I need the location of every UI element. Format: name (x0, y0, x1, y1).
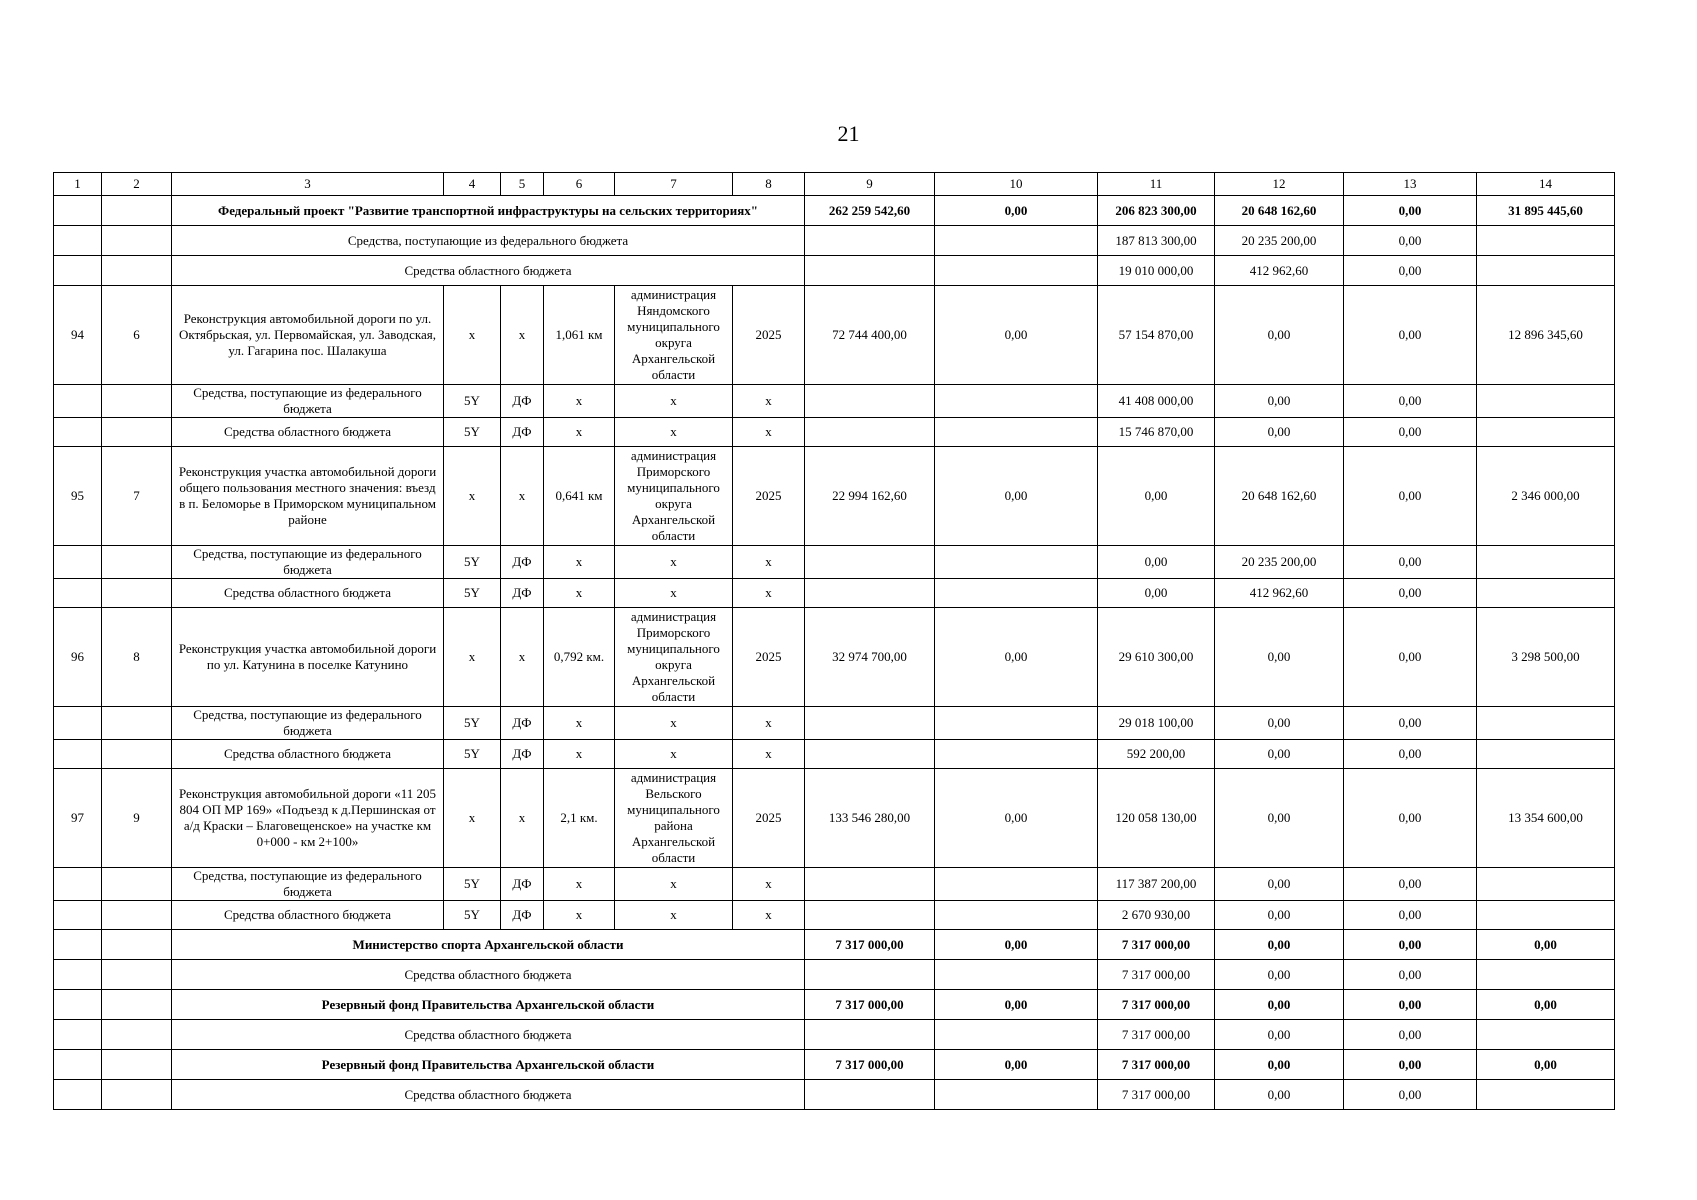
value-c9: 7 317 000,00 (805, 1050, 935, 1080)
value-c12: 20 648 162,60 (1215, 447, 1344, 546)
value-c14: 2 346 000,00 (1477, 447, 1615, 546)
value-c14: 13 354 600,00 (1477, 769, 1615, 868)
value-c12: 0,00 (1215, 990, 1344, 1020)
funding-label: Средства, поступающие из федерального бюджета (172, 226, 805, 256)
length: 0,641 км (544, 447, 615, 546)
value-c14: 0,00 (1477, 990, 1615, 1020)
value-c4: 5Y (444, 579, 501, 608)
section-row (54, 930, 1615, 960)
value-c12: 412 962,60 (1215, 256, 1344, 286)
value-c6: х (544, 740, 615, 769)
row-subnumber: 7 (102, 447, 172, 546)
value-c5: ДФ (501, 579, 544, 608)
federal-project-title: Федеральный проект "Развитие транспортной инфраструктуры на сельских территориях" (172, 196, 805, 226)
value-c7: х (615, 546, 733, 579)
col-header: 2 (102, 173, 172, 196)
col-header: 7 (615, 173, 733, 196)
funding-row (54, 226, 1615, 256)
value-c11: 41 408 000,00 (1098, 385, 1215, 418)
value-c5: х (501, 608, 544, 707)
col-header: 14 (1477, 173, 1615, 196)
value-c4: 5Y (444, 868, 501, 901)
value-c7: х (615, 740, 733, 769)
funding-label: Средства областного бюджета (172, 1080, 805, 1110)
value-c9: 7 317 000,00 (805, 930, 935, 960)
value-c4: х (444, 286, 501, 385)
section-row (54, 1050, 1615, 1080)
value-c9: 133 546 280,00 (805, 769, 935, 868)
row-number: 94 (54, 286, 102, 385)
funding-row (54, 579, 1615, 608)
value-c5: ДФ (501, 901, 544, 930)
value-c13: 0,00 (1344, 447, 1477, 546)
section-title: Министерство спорта Архангельской области (172, 930, 805, 960)
value-c8: х (733, 901, 805, 930)
value-c7: х (615, 579, 733, 608)
value-c8: х (733, 740, 805, 769)
value-c10: 0,00 (935, 769, 1098, 868)
project-row (54, 286, 1615, 385)
value-c12: 0,00 (1215, 286, 1344, 385)
value-c12: 0,00 (1215, 1020, 1344, 1050)
section-title: Резервный фонд Правительства Архангельской области (172, 990, 805, 1020)
value-c12: 0,00 (1215, 418, 1344, 447)
value-c13: 0,00 (1344, 226, 1477, 256)
value-c11: 187 813 300,00 (1098, 226, 1215, 256)
funding-label: Средства областного бюджета (172, 1020, 805, 1050)
total-c14: 31 895 445,60 (1477, 196, 1615, 226)
funding-label: Средства областного бюджета (172, 901, 444, 930)
funding-row (54, 256, 1615, 286)
value-c10: 0,00 (935, 990, 1098, 1020)
value-c13: 0,00 (1344, 960, 1477, 990)
value-c7: х (615, 707, 733, 740)
value-c12: 20 235 200,00 (1215, 546, 1344, 579)
value-c13: 0,00 (1344, 901, 1477, 930)
responsible-org: администрация Вельского муниципального района Архангельской области (615, 769, 733, 868)
value-c8: х (733, 385, 805, 418)
federal-project-row (54, 196, 1615, 226)
funding-label: Средства, поступающие из федерального бюджета (172, 868, 444, 901)
row-subnumber: 9 (102, 769, 172, 868)
row-subnumber: 6 (102, 286, 172, 385)
value-c9: 72 744 400,00 (805, 286, 935, 385)
value-c11: 29 610 300,00 (1098, 608, 1215, 707)
value-c13: 0,00 (1344, 868, 1477, 901)
value-c6: х (544, 707, 615, 740)
funding-row (54, 1080, 1615, 1110)
value-c13: 0,00 (1344, 1020, 1477, 1050)
value-c13: 0,00 (1344, 418, 1477, 447)
value-c6: х (544, 385, 615, 418)
value-c11: 0,00 (1098, 546, 1215, 579)
value-c13: 0,00 (1344, 990, 1477, 1020)
total-c12: 20 648 162,60 (1215, 196, 1344, 226)
project-row (54, 447, 1615, 546)
responsible-org: администрация Приморского муниципального округа Архангельской области (615, 608, 733, 707)
value-c11: 117 387 200,00 (1098, 868, 1215, 901)
value-c10: 0,00 (935, 608, 1098, 707)
col-header: 1 (54, 173, 102, 196)
value-c11: 7 317 000,00 (1098, 1080, 1215, 1110)
value-c5: ДФ (501, 418, 544, 447)
col-header: 5 (501, 173, 544, 196)
length: 0,792 км. (544, 608, 615, 707)
value-c13: 0,00 (1344, 740, 1477, 769)
row-number: 97 (54, 769, 102, 868)
value-c5: ДФ (501, 868, 544, 901)
value-c12: 0,00 (1215, 707, 1344, 740)
funding-row (54, 901, 1615, 930)
value-c11: 2 670 930,00 (1098, 901, 1215, 930)
responsible-org: администрация Приморского муниципального округа Архангельской области (615, 447, 733, 546)
funding-label: Средства областного бюджета (172, 418, 444, 447)
value-c13: 0,00 (1344, 769, 1477, 868)
value-c13: 0,00 (1344, 707, 1477, 740)
funding-row (54, 960, 1615, 990)
value-c11: 57 154 870,00 (1098, 286, 1215, 385)
value-c5: ДФ (501, 546, 544, 579)
value-c13: 0,00 (1344, 930, 1477, 960)
year: 2025 (733, 447, 805, 546)
col-header: 8 (733, 173, 805, 196)
col-header: 3 (172, 173, 444, 196)
total-c11: 206 823 300,00 (1098, 196, 1215, 226)
value-c9: 7 317 000,00 (805, 990, 935, 1020)
value-c12: 412 962,60 (1215, 579, 1344, 608)
value-c5: х (501, 286, 544, 385)
value-c12: 0,00 (1215, 608, 1344, 707)
row-number: 96 (54, 608, 102, 707)
value-c4: 5Y (444, 707, 501, 740)
value-c4: 5Y (444, 546, 501, 579)
budget-table (53, 172, 1615, 1110)
funding-row (54, 868, 1615, 901)
year: 2025 (733, 286, 805, 385)
funding-label: Средства областного бюджета (172, 579, 444, 608)
funding-row (54, 385, 1615, 418)
project-name: Реконструкция участка автомобильной дороги общего пользования местного значения: въезд в п. Беломорье в Приморском муниципальном районе (172, 447, 444, 546)
value-c5: ДФ (501, 385, 544, 418)
value-c6: х (544, 579, 615, 608)
col-header: 10 (935, 173, 1098, 196)
value-c4: х (444, 608, 501, 707)
value-c5: ДФ (501, 740, 544, 769)
value-c8: х (733, 418, 805, 447)
value-c13: 0,00 (1344, 385, 1477, 418)
value-c11: 7 317 000,00 (1098, 1020, 1215, 1050)
section-row (54, 990, 1615, 1020)
length: 1,061 км (544, 286, 615, 385)
length: 2,1 км. (544, 769, 615, 868)
funding-row (54, 418, 1615, 447)
value-c14: 0,00 (1477, 930, 1615, 960)
value-c14: 0,00 (1477, 1050, 1615, 1080)
funding-label: Средства областного бюджета (172, 960, 805, 990)
value-c7: х (615, 901, 733, 930)
total-c10: 0,00 (935, 196, 1098, 226)
value-c13: 0,00 (1344, 579, 1477, 608)
value-c11: 0,00 (1098, 447, 1215, 546)
value-c10: 0,00 (935, 286, 1098, 385)
value-c11: 15 746 870,00 (1098, 418, 1215, 447)
value-c11: 7 317 000,00 (1098, 960, 1215, 990)
section-title: Резервный фонд Правительства Архангельской области (172, 1050, 805, 1080)
year: 2025 (733, 769, 805, 868)
value-c4: 5Y (444, 385, 501, 418)
value-c10: 0,00 (935, 447, 1098, 546)
responsible-org: администрация Няндомского муниципального округа Архангельской области (615, 286, 733, 385)
value-c12: 0,00 (1215, 1080, 1344, 1110)
row-subnumber: 8 (102, 608, 172, 707)
project-row (54, 608, 1615, 707)
year: 2025 (733, 608, 805, 707)
funding-row (54, 546, 1615, 579)
value-c11: 592 200,00 (1098, 740, 1215, 769)
value-c12: 0,00 (1215, 1050, 1344, 1080)
value-c13: 0,00 (1344, 546, 1477, 579)
value-c5: х (501, 769, 544, 868)
value-c7: х (615, 385, 733, 418)
value-c12: 0,00 (1215, 868, 1344, 901)
value-c9: 22 994 162,60 (805, 447, 935, 546)
value-c6: х (544, 546, 615, 579)
value-c4: 5Y (444, 901, 501, 930)
total-c9: 262 259 542,60 (805, 196, 935, 226)
col-header: 9 (805, 173, 935, 196)
value-c11: 7 317 000,00 (1098, 1050, 1215, 1080)
value-c14: 12 896 345,60 (1477, 286, 1615, 385)
value-c8: х (733, 546, 805, 579)
value-c9: 32 974 700,00 (805, 608, 935, 707)
value-c6: х (544, 418, 615, 447)
value-c13: 0,00 (1344, 256, 1477, 286)
project-name: Реконструкция автомобильной дороги «11 205 804 ОП МР 169» «Подъезд к д.Першинская от а/д Краски – Благовещенское» на участке км 0+000 - км 2+100» (172, 769, 444, 868)
value-c11: 7 317 000,00 (1098, 990, 1215, 1020)
value-c10: 0,00 (935, 930, 1098, 960)
project-row (54, 769, 1615, 868)
value-c4: х (444, 769, 501, 868)
col-header: 4 (444, 173, 501, 196)
value-c12: 0,00 (1215, 385, 1344, 418)
value-c12: 0,00 (1215, 740, 1344, 769)
funding-label: Средства областного бюджета (172, 256, 805, 286)
value-c10: 0,00 (935, 1050, 1098, 1080)
value-c12: 20 235 200,00 (1215, 226, 1344, 256)
funding-label: Средства, поступающие из федерального бюджета (172, 546, 444, 579)
funding-row (54, 740, 1615, 769)
total-c13: 0,00 (1344, 196, 1477, 226)
value-c5: х (501, 447, 544, 546)
value-c6: х (544, 868, 615, 901)
value-c14: 3 298 500,00 (1477, 608, 1615, 707)
project-name: Реконструкция автомобильной дороги по ул. Октябрьская, ул. Первомайская, ул. Заводская, ул. Гагарина пос. Шалакуша (172, 286, 444, 385)
value-c4: 5Y (444, 418, 501, 447)
value-c12: 0,00 (1215, 930, 1344, 960)
value-c6: х (544, 901, 615, 930)
value-c11: 29 018 100,00 (1098, 707, 1215, 740)
value-c8: х (733, 868, 805, 901)
funding-row (54, 1020, 1615, 1050)
value-c8: х (733, 707, 805, 740)
value-c5: ДФ (501, 707, 544, 740)
value-c4: 5Y (444, 740, 501, 769)
value-c7: х (615, 868, 733, 901)
col-header: 11 (1098, 173, 1215, 196)
column-numbers-row (54, 173, 1615, 196)
value-c13: 0,00 (1344, 1050, 1477, 1080)
value-c13: 0,00 (1344, 1080, 1477, 1110)
funding-label: Средства, поступающие из федерального бюджета (172, 707, 444, 740)
value-c12: 0,00 (1215, 960, 1344, 990)
row-number: 95 (54, 447, 102, 546)
value-c13: 0,00 (1344, 608, 1477, 707)
value-c11: 120 058 130,00 (1098, 769, 1215, 868)
col-header: 13 (1344, 173, 1477, 196)
value-c7: х (615, 418, 733, 447)
value-c8: х (733, 579, 805, 608)
value-c13: 0,00 (1344, 286, 1477, 385)
funding-label: Средства, поступающие из федерального бюджета (172, 385, 444, 418)
value-c11: 0,00 (1098, 579, 1215, 608)
funding-label: Средства областного бюджета (172, 740, 444, 769)
value-c12: 0,00 (1215, 901, 1344, 930)
value-c12: 0,00 (1215, 769, 1344, 868)
page-number: 21 (837, 121, 860, 146)
value-c11: 7 317 000,00 (1098, 930, 1215, 960)
col-header: 12 (1215, 173, 1344, 196)
col-header: 6 (544, 173, 615, 196)
value-c11: 19 010 000,00 (1098, 256, 1215, 286)
funding-row (54, 707, 1615, 740)
value-c4: х (444, 447, 501, 546)
project-name: Реконструкция участка автомобильной дороги по ул. Катунина в поселке Катунино (172, 608, 444, 707)
